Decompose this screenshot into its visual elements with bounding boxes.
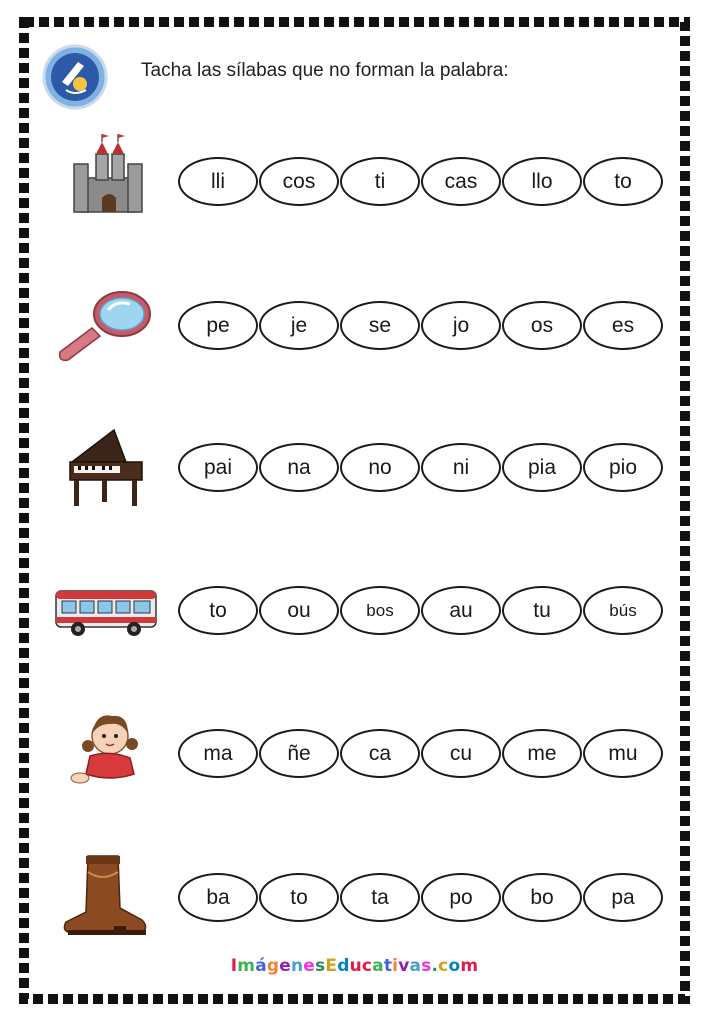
syllable-oval[interactable]: es [583,301,663,350]
syllable-oval[interactable]: llo [502,157,582,206]
syllable-oval[interactable]: mu [583,729,663,778]
syllable-oval[interactable]: au [421,586,501,635]
syllable-oval[interactable]: jo [421,301,501,350]
syllable-oval[interactable]: to [178,586,258,635]
syllable-row [0,842,709,952]
syllable-oval[interactable]: pia [502,443,582,492]
syllable-oval[interactable]: cos [259,157,339,206]
syllable-oval[interactable]: pio [583,443,663,492]
syllable-oval[interactable]: bús [583,586,663,635]
syllable-options [0,270,709,380]
syllable-options [0,555,709,665]
syllable-options [0,126,709,236]
syllable-oval[interactable]: to [583,157,663,206]
syllable-oval[interactable]: po [421,873,501,922]
syllable-row [0,555,709,665]
syllable-oval[interactable]: ta [340,873,420,922]
syllable-oval[interactable]: se [340,301,420,350]
syllable-oval[interactable]: cas [421,157,501,206]
syllable-oval[interactable]: na [259,443,339,492]
syllable-oval[interactable]: bos [340,586,420,635]
syllable-oval[interactable]: ba [178,873,258,922]
instruction-text: Tacha las sílabas que no forman la palabra: [141,60,509,81]
syllable-row [0,270,709,380]
syllable-oval[interactable]: pe [178,301,258,350]
syllable-row [0,412,709,522]
syllable-oval[interactable]: ti [340,157,420,206]
syllable-options [0,412,709,522]
syllable-oval[interactable]: ni [421,443,501,492]
syllable-options [0,698,709,808]
syllable-oval[interactable]: ma [178,729,258,778]
syllable-oval[interactable]: lli [178,157,258,206]
syllable-options [0,842,709,952]
site-logo-badge [42,44,108,110]
syllable-oval[interactable]: pai [178,443,258,492]
syllable-oval[interactable]: cu [421,729,501,778]
syllable-oval[interactable]: je [259,301,339,350]
syllable-oval[interactable]: os [502,301,582,350]
footer-watermark: ImágenesEducativas.com [230,956,479,976]
syllable-oval[interactable]: bo [502,873,582,922]
syllable-oval[interactable]: ñe [259,729,339,778]
syllable-oval[interactable]: to [259,873,339,922]
syllable-row [0,126,709,236]
syllable-oval[interactable]: ca [340,729,420,778]
syllable-oval[interactable]: ou [259,586,339,635]
syllable-oval[interactable]: no [340,443,420,492]
syllable-row [0,698,709,808]
syllable-oval[interactable]: tu [502,586,582,635]
syllable-oval[interactable]: pa [583,873,663,922]
syllable-oval[interactable]: me [502,729,582,778]
